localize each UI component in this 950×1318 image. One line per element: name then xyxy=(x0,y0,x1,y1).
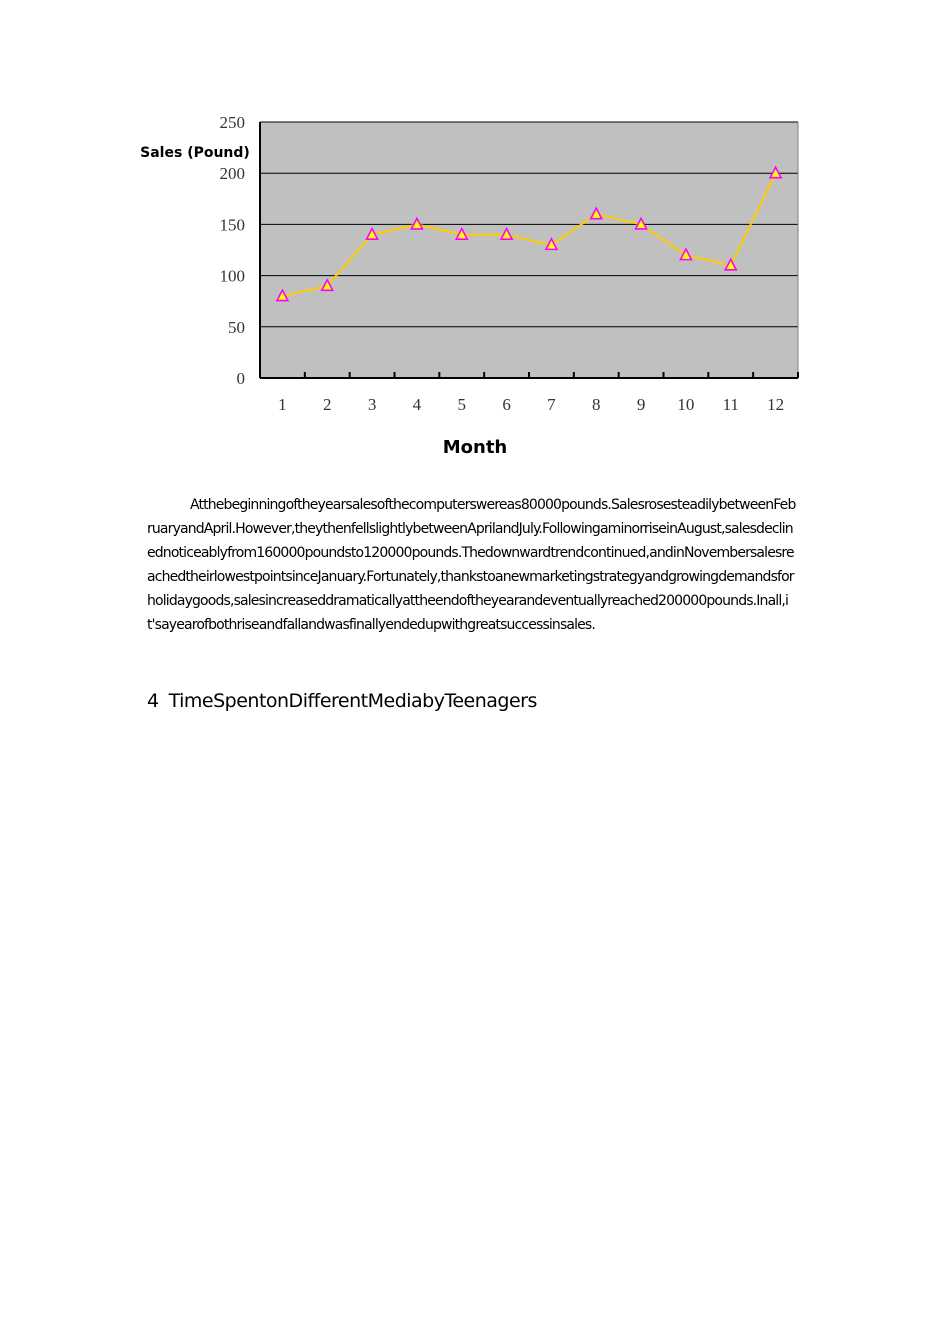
y-tick-label: 50 xyxy=(228,317,245,337)
x-tick-label: 12 xyxy=(767,395,785,414)
x-tick-label: 7 xyxy=(547,395,556,414)
body-paragraph: Atthebeginningoftheyearsalesofthecomputerswereas80000pounds.SalesrosesteadilybetweenFebruaryandApril.However,theythenfellslightlybetweenAprilandJuly.FollowingaminorriseinAugust,salesdeclinednoticeablyfrom160000poundsto120000pounds.Thedownwardtrendcontinued,andinNovembersalesreachedtheirlowestpointsinceJanuary.Fortunately,thankstoanewmarketingstrategyandgrowingdemandsforholidaygoods,salesincreaseddramaticallyattheendoftheyearandeventuallyreached200000pounds.Inall,it'sayearofbothriseandfallandwasfinallyendedupwithgreatsuccessinsales. xyxy=(147,497,796,633)
x-tick-label: 2 xyxy=(323,395,332,414)
x-tick-label: 6 xyxy=(502,395,511,414)
x-tick-label: 5 xyxy=(457,395,466,414)
section-number: 4 xyxy=(147,690,159,712)
x-tick-label: 3 xyxy=(367,395,377,414)
x-tick-label: 4 xyxy=(412,395,422,414)
plot-area xyxy=(260,122,798,378)
x-tick-label: 1 xyxy=(278,395,287,414)
y-tick-label: 150 xyxy=(219,215,245,235)
x-axis-title: Month xyxy=(442,437,508,458)
sales-line-chart xyxy=(0,0,950,470)
y-axis-title: Sales (Pound) xyxy=(140,145,250,161)
x-tick-label: 10 xyxy=(677,395,695,414)
x-tick-label: 9 xyxy=(636,395,646,414)
x-tick-label: 8 xyxy=(592,395,601,414)
y-tick-label: 250 xyxy=(219,113,245,132)
section-title: TimeSpentonDifferentMediabyTeenagers xyxy=(168,690,537,712)
y-tick-label: 200 xyxy=(219,164,245,184)
x-tick-label: 11 xyxy=(722,395,739,414)
y-tick-label: 0 xyxy=(236,369,245,388)
section-heading xyxy=(147,690,537,712)
y-tick-label: 100 xyxy=(219,266,245,286)
